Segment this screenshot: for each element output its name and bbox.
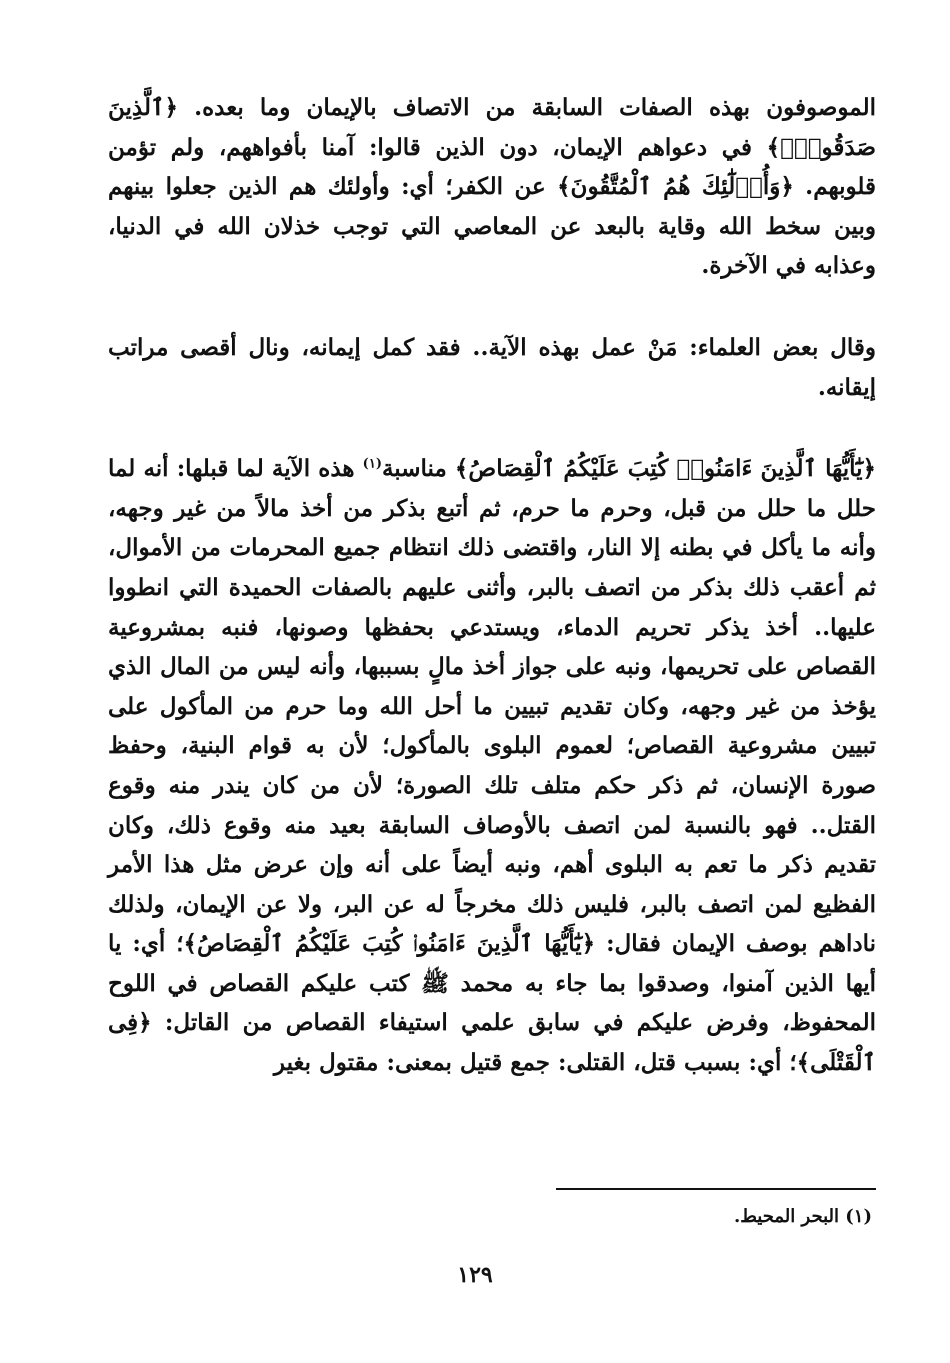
footnote: [734, 1206, 872, 1227]
footnote-text: البحر المحيط.: [733, 1206, 839, 1227]
page-number: ١٢٩: [457, 1262, 493, 1288]
footnote-divider: [556, 1188, 876, 1190]
footnote-reference: (١): [362, 456, 382, 472]
paragraph-3-body: هذه الآية لما قبلها: أنه لما حلل ما حلل من قبل، وحرم ما حرم، ثم أتبع بذكر من أخذ مالاً من غير وجهه، وأنه ما يأكل في بطنه إلا النار، واقتضى ذلك انتظام جميع المحرمات من الأموال، ثم أعقب ذلك بذكر من اتصف بالبر، وأثنى عليهم بالصفات الحميدة التي انطووا عليها.. أخذ يذكر تحريم الدماء، ويستدعي بحفظها وصونها، فنبه بمشروعية القصاص على تحريمها، ونبه على جواز أخذ مالٍ بسببها، وأنه ليس من المال الذي يؤخذ من غير وجهه، وكان تقديم تبيين ما أحل الله وما حرم من المأكول على تبيين مشروعية القصاص؛ لعموم البلوى بالمأكول؛ لأن به قوام البنية، وحفظ صورة الإنسان، ثم ذكر حكم متلف تلك الصورة؛ لأن من كان يندر منه وقوع القتل.. فهو بالنسبة لمن اتصف بالأوصاف السابقة بعيد منه وقوع ذلك، وكان تقديم ذكر ما تعم به البلوى أهم، ونبه أيضاً على أنه وإن عرض مثل هذا الأمر الفظيع لمن اتصف بالبر، فليس ذلك مخرجاً له عن البر، ولا عن الإيمان، ولذلك ناداهم بوصف الإيمان فقال: ﴿يَٰٓأَيُّهَا ٱلَّذِينَ ءَامَنُوا۟ كُتِبَ عَلَيْكُمُ ٱلْقِصَاصُ﴾؛ أي: يا أيها الذين آمنوا، وصدقوا بما جاء به محمد ﷺ كتب عليكم القصاص في اللوح المحفوظ، وفرض عليكم في سابق علمي استيفاء القصاص من القاتل: ﴿فِى ٱلْقَتْلَى﴾؛ أي: بسبب قتل، القتلى: جمع قتيل بمعنى: مقتول بغير: [108, 455, 876, 1077]
footnote-marker: (١): [845, 1206, 872, 1227]
paragraph-1: [108, 88, 876, 286]
paragraph-3: [108, 449, 876, 1083]
paragraph-2-text: وقال بعض العلماء: مَنْ عمل بهذه الآية.. فقد كمل إيمانه، ونال أقصى مراتب إيقانه.: [108, 333, 876, 401]
paragraph-1-text: الموصوفون بهذه الصفات السابقة من الاتصاف بالإيمان وما بعده. ﴿ٱلَّذِينَ صَدَقُوا۟ۖ﴾ في دعواهم الإيمان، دون الذين قالوا: آمنا بأفواههم، ولم تؤمن قلوبهم. ﴿وَأُو۟لَٰٓئِكَ هُمُ ٱلْمُتَّقُونَ﴾ عن الكفر؛ أي: وأولئك هم الذين جعلوا بينهم وبين سخط الله وقاية بالبعد عن المعاصي التي توجب خذلان الله في الدنيا، وعذابه في الآخرة.: [108, 94, 876, 280]
paragraph-3-opening: ﴿يَٰٓأَيُّهَا ٱلَّذِينَ ءَامَنُوا۟ كُتِبَ عَلَيْكُمُ ٱلْقِصَاصُ﴾ مناسبة: [381, 455, 876, 483]
paragraph-2: [108, 328, 876, 407]
paragraph-3-text: [108, 449, 876, 1083]
